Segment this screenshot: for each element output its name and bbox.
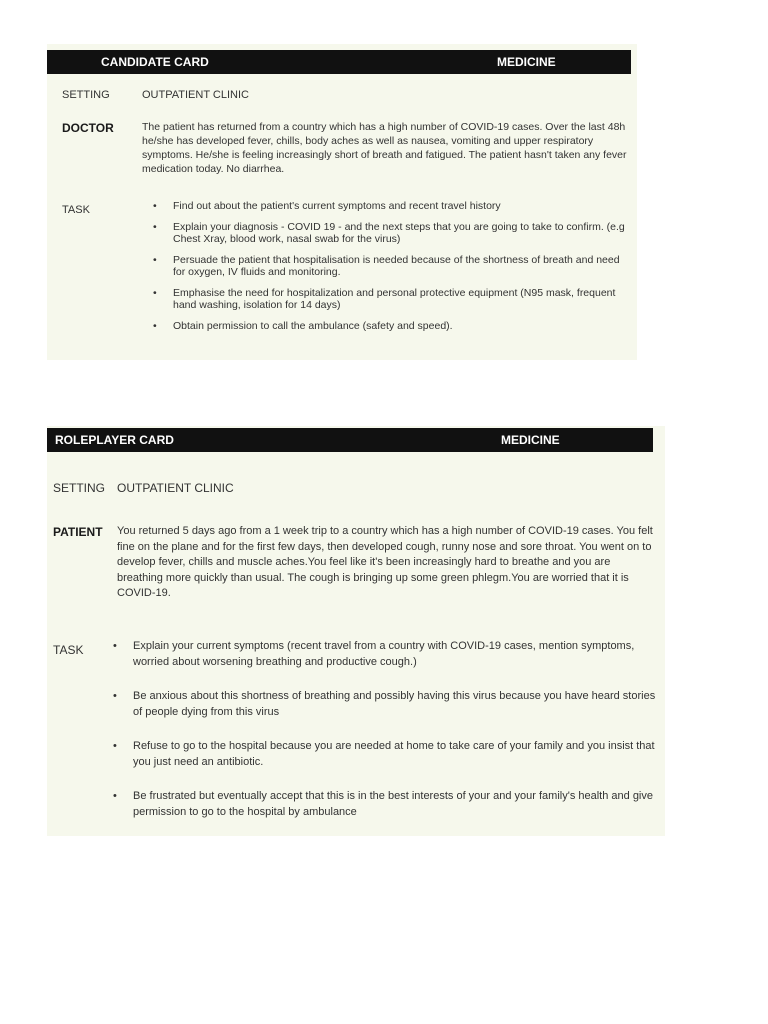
candidate-card (47, 44, 637, 360)
candidate-setting-value: OUTPATIENT CLINIC (142, 89, 249, 101)
candidate-task-label: TASK (62, 204, 90, 216)
list-item (107, 689, 657, 720)
list-item (147, 221, 627, 246)
candidate-task-list (147, 200, 627, 340)
list-item (147, 320, 627, 333)
task-text: Emphasise the need for hospitalization and personal protective equipment (N95 mask, frequent hand washing, isolation for 14 days) (173, 286, 616, 311)
list-item (107, 739, 657, 770)
candidate-role-text: The patient has returned from a country which has a high number of COVID-19 cases. Over the last 48h he/she has developed fever, chills, body aches as well as nausea, vomiting and upper respiratory symptoms. He/she is feeling increasingly short of breath and fatigued. The patient hasn't taken any fever medication today. No diarrhea. (142, 121, 627, 175)
roleplayer-card (47, 426, 665, 836)
bullet-icon: • (113, 740, 117, 752)
roleplayer-card-category: MEDICINE (501, 433, 560, 447)
roleplayer-setting-label: SETTING (53, 481, 106, 495)
candidate-setting-label: SETTING (62, 89, 110, 101)
bullet-icon: • (153, 220, 157, 233)
roleplayer-task-list (107, 639, 657, 839)
roleplayer-task-label: TASK (53, 643, 84, 657)
bullet-icon: • (153, 200, 157, 212)
roleplayer-role-label: PATIENT (53, 525, 103, 539)
roleplayer-setting-value: OUTPATIENT CLINIC (117, 481, 234, 495)
list-item (107, 639, 657, 670)
bullet-icon: • (113, 690, 117, 702)
bullet-icon: • (153, 319, 157, 332)
task-text: Obtain permission to call the ambulance (safety and speed). (173, 319, 453, 332)
list-item (147, 287, 627, 312)
task-text: Explain your diagnosis - COVID 19 - and the next steps that you are going to take to confirm. (e.g Chest Xray, blood work, nasal swab for the virus) (173, 220, 625, 245)
candidate-card-title: CANDIDATE CARD (101, 55, 209, 69)
task-text: Refuse to go to the hospital because you are needed at home to take care of your family and you insist that you just need an antibiotic. (133, 740, 655, 768)
roleplayer-role-text: You returned 5 days ago from a 1 week trip to a country which has a high number of COVID-19 cases. You felt fine on the plane and for the first few days, then developed cough, runny nose and sore throat. You went on to develop fever, chills and muscle aches.You feel like it's been increasingly hard to breathe and you are breathing more quickly than usual. The cough is bringing up some green phlegm.You are worried that it is COVID-19. (117, 525, 653, 599)
bullet-icon: • (113, 640, 117, 652)
bullet-icon: • (153, 286, 157, 299)
list-item (147, 254, 627, 279)
list-item (147, 200, 627, 213)
roleplayer-card-title: ROLEPLAYER CARD (55, 433, 174, 447)
candidate-card-header (47, 50, 631, 74)
candidate-card-category: MEDICINE (497, 55, 556, 69)
task-text: Be frustrated but eventually accept that this is in the best interests of your and your family's health and give permission to go to the hospital by ambulance (133, 790, 653, 818)
task-text: Be anxious about this shortness of breathing and possibly having this virus because you have heard stories of people dying from this virus (133, 690, 656, 718)
candidate-role-label: DOCTOR (62, 121, 114, 135)
task-text: Persuade the patient that hospitalisation is needed because of the shortness of breath and need for oxygen, IV fluids and monitoring. (173, 253, 620, 278)
roleplayer-card-header (47, 428, 653, 452)
bullet-icon: • (113, 790, 117, 802)
task-text: Find out about the patient's current symptoms and recent travel history (173, 200, 501, 212)
bullet-icon: • (153, 253, 157, 266)
list-item (107, 789, 657, 820)
task-text: Explain your current symptoms (recent travel from a country with COVID-19 cases, mention symptoms, worried about worsening breathing and productive cough.) (133, 640, 635, 668)
